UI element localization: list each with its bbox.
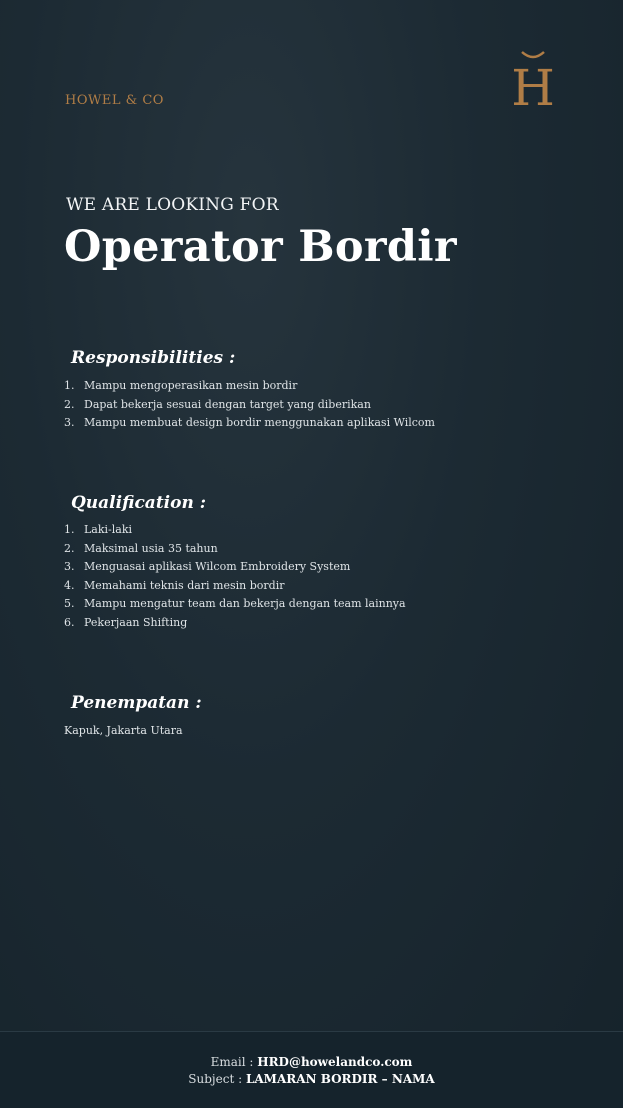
list-item: 3. Menguasai aplikasi Wilcom Embroidery System (64, 560, 351, 573)
placement-heading: Penempatan : (71, 693, 202, 713)
list-item: 1. Mampu mengoperasikan mesin bordir (64, 379, 298, 392)
brand-logo-icon (506, 48, 560, 110)
list-item: 4. Memahami teknis dari mesin bordir (64, 578, 285, 592)
page-title: Operator Bordir (64, 222, 457, 272)
list-item: 1. Laki-laki (64, 523, 133, 536)
email-line: Email : HRD@howelandco.com (210, 1055, 413, 1069)
placement-location: Kapuk, Jakarta Utara (64, 724, 183, 737)
list-item: 2. Maksimal usia 35 tahun (64, 541, 218, 555)
responsibilities-heading: Responsibilities : (71, 348, 236, 368)
responsibilities-list (64, 377, 435, 433)
svg-text:H: H (511, 59, 555, 110)
qualification-list (64, 521, 406, 632)
list-item: 6. Pekerjaan Shifting (64, 615, 188, 629)
brand-name: HOWEL & CO (65, 93, 164, 108)
email-subject: LAMARAN BORDIR – NAMA (245, 1072, 435, 1086)
email-address: HRD@howelandco.com (257, 1055, 413, 1069)
eyebrow-text: WE ARE LOOKING FOR (66, 195, 279, 215)
qualification-heading: Qualification : (71, 493, 207, 513)
list-item: 3. Mampu membuat design bordir menggunakan aplikasi Wilcom (64, 416, 435, 429)
list-item: 2. Dapat bekerja sesuai dengan target yang diberikan (64, 397, 371, 411)
list-item: 5. Mampu mengatur team dan bekerja dengan team lainnya (64, 597, 406, 610)
contact-footer (0, 1031, 623, 1108)
subject-line: Subject : LAMARAN BORDIR – NAMA (188, 1072, 435, 1086)
